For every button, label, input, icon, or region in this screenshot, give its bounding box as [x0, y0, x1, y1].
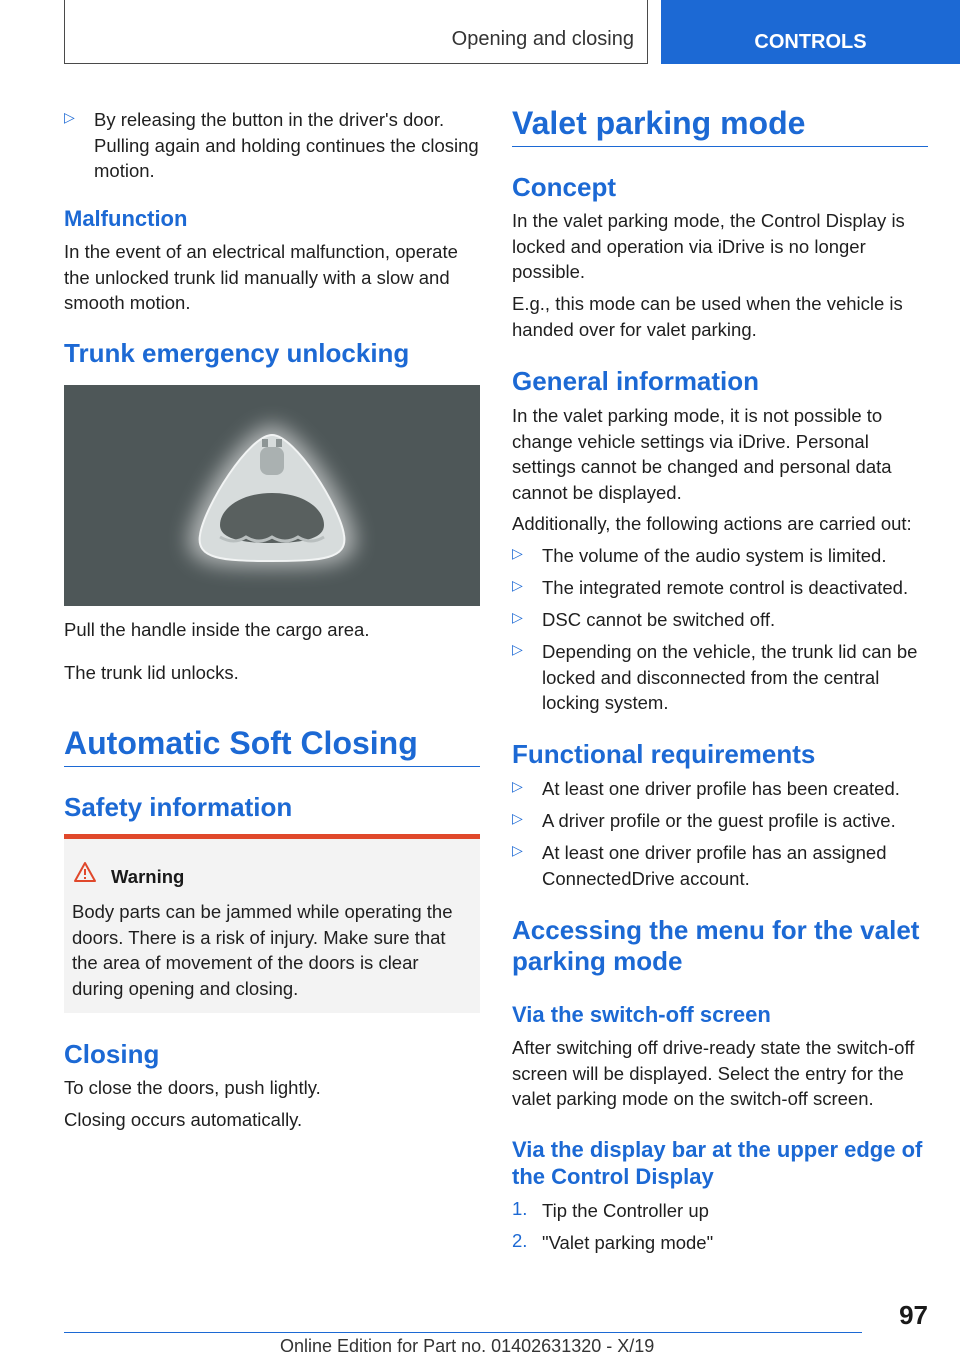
bullet-text: Depending on the vehicle, the trunk lid can be locked and disconnected from the central locking system.: [542, 641, 918, 713]
list-item: [512, 808, 928, 834]
concept-text-1: In the valet parking mode, the Control Display is locked and operation via iDrive is no longer possible.: [512, 210, 905, 282]
bullet-icon: ▷: [64, 109, 75, 125]
bullet-icon: ▷: [512, 842, 523, 858]
unlocks-text: The trunk lid unlocks.: [64, 662, 239, 683]
bullet-text: By releasing the button in the driver's door. Pulling again and holding continues the closing motion.: [94, 109, 479, 181]
list-item: [512, 776, 928, 802]
malfunction-heading: Malfunction: [64, 206, 188, 231]
concept-heading: Concept: [512, 172, 616, 202]
asc-rule: [64, 766, 480, 767]
bullet-icon: ▷: [512, 609, 523, 625]
valet-heading: Valet parking mode: [512, 105, 806, 141]
step-item: [512, 1230, 928, 1256]
bullet-icon: ▷: [512, 577, 523, 593]
step-text: "Valet parking mode": [542, 1232, 714, 1253]
list-item: [512, 575, 928, 601]
header-tab-controls[interactable]: CONTROLS: [661, 0, 960, 64]
accessing-heading: Accessing the menu for the valet parking mode: [512, 915, 920, 976]
general-text-1: In the valet parking mode, it is not possible to change vehicle settings via iDrive. Personal settings cannot be changed and personal data cannot be displayed.: [512, 405, 892, 503]
concept-text-2: E.g., this mode can be used when the vehicle is handed over for valet parking.: [512, 293, 903, 340]
page-number: 97: [899, 1300, 928, 1330]
footer-edition: Online Edition for Part no. 01402631320 - X/19: [280, 1336, 655, 1356]
bullet-text: A driver profile or the guest profile is active.: [542, 810, 896, 831]
list-item: [512, 639, 928, 716]
warning-icon: [73, 861, 97, 883]
bullet-text: At least one driver profile has been created.: [542, 778, 900, 799]
bullet-icon: ▷: [512, 641, 523, 657]
warning-box: [64, 834, 480, 1013]
trunk-handle-photo: [64, 385, 480, 606]
bullet-icon: ▷: [512, 810, 523, 826]
step-number: 2.: [512, 1230, 528, 1251]
closing-text-1: To close the doors, push lightly.: [64, 1077, 321, 1098]
malfunction-text: In the event of an electrical malfunction, operate the unlocked trunk lid manually with a slow and smooth motion.: [64, 241, 458, 313]
warning-text: Body parts can be jammed while operating the doors. There is a risk of injury. Make sure that the area of movement of the doors is clear during opening and closing.: [72, 901, 453, 999]
list-item: [512, 607, 928, 633]
valet-rule: [512, 146, 928, 147]
asc-heading: Automatic Soft Closing: [64, 725, 418, 761]
displaybar-heading: Via the display bar at the upper edge of the Control Display: [512, 1137, 923, 1189]
bullet-icon: ▷: [512, 778, 523, 794]
step-item: [512, 1198, 928, 1224]
step-number: 1.: [512, 1198, 528, 1219]
bullet-icon: ▷: [512, 545, 523, 561]
footer-rule: [64, 1332, 862, 1333]
header-section-title: Opening and closing: [451, 28, 634, 50]
bullet-text: The integrated remote control is deactivated.: [542, 577, 909, 598]
emergency-heading: Trunk emergency unlocking: [64, 338, 410, 368]
step-text: Tip the Controller up: [542, 1200, 709, 1221]
safety-heading: Safety information: [64, 792, 293, 822]
general-text-2: Additionally, the following actions are carried out:: [512, 513, 912, 534]
warning-title: Warning: [111, 866, 185, 887]
bullet-text: At least one driver profile has an assigned ConnectedDrive account.: [542, 842, 887, 889]
pull-text: Pull the handle inside the cargo area.: [64, 619, 370, 640]
functional-heading: Functional requirements: [512, 739, 816, 769]
switchoff-text: After switching off drive-ready state the switch-off screen will be displayed. Select the entry for the valet parking mode on the switch-off screen.: [512, 1037, 915, 1109]
list-item: [512, 543, 928, 569]
switchoff-heading: Via the switch-off screen: [512, 1002, 771, 1027]
trunk-handle-image: [64, 385, 480, 606]
list-item: [512, 840, 928, 891]
bullet-text: DSC cannot be switched off.: [542, 609, 776, 630]
list-item: [64, 107, 480, 184]
closing-heading: Closing: [64, 1039, 160, 1069]
bullet-text: The volume of the audio system is limited.: [542, 545, 887, 566]
closing-text-2: Closing occurs automatically.: [64, 1109, 303, 1130]
general-heading: General information: [512, 366, 760, 396]
